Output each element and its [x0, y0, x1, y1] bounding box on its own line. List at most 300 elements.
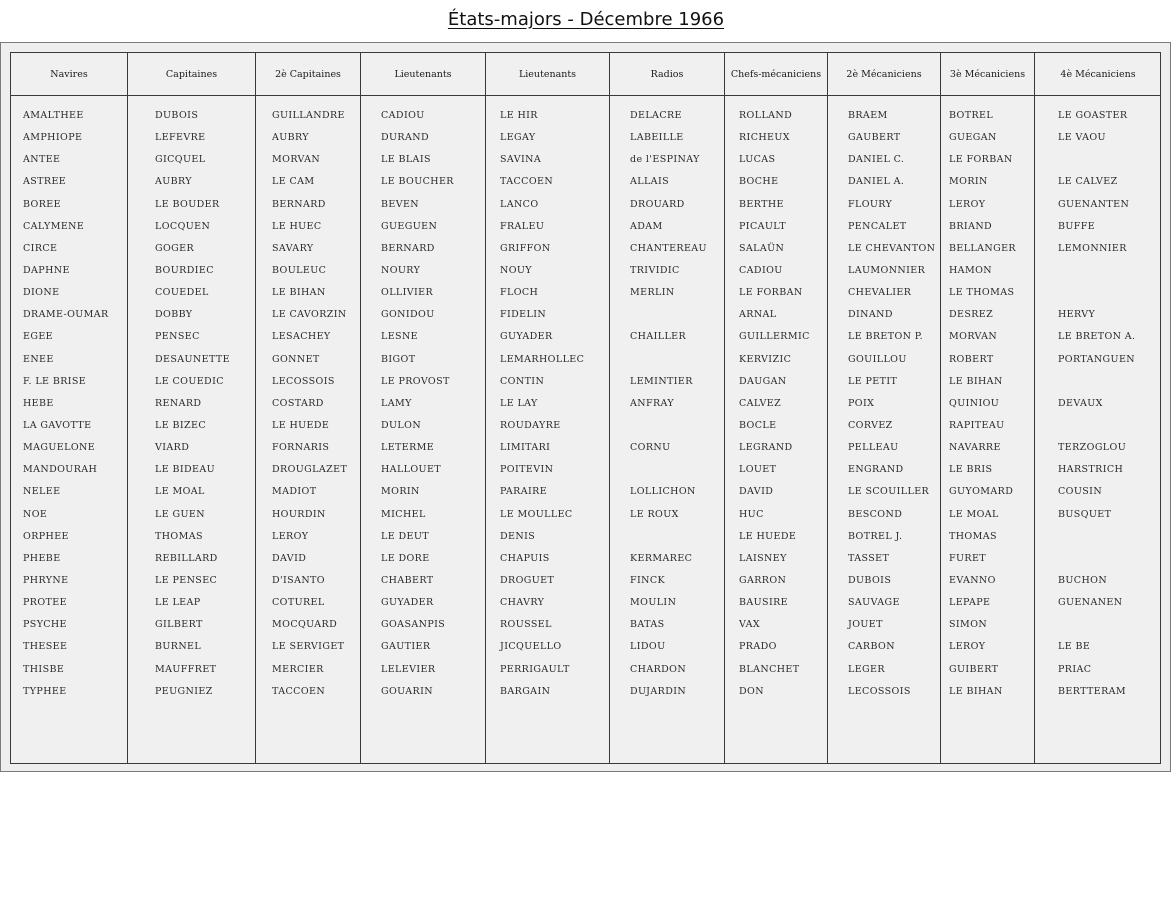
table-cell: PORTANGUEN: [1058, 353, 1135, 365]
table-cell: GUYOMARD: [949, 486, 1014, 498]
table-cell: LE COUEDIC: [155, 375, 224, 387]
table-cell: GOASANPIS: [381, 619, 446, 631]
table-cell: ROUDAYRE: [500, 419, 561, 431]
table-cell: GARRON: [739, 574, 787, 586]
table-cell: MAGUELONE: [23, 442, 96, 454]
table-cell: GILBERT: [155, 619, 203, 631]
table-cell: LETERME: [381, 442, 435, 454]
column-cells: [128, 96, 255, 703]
table-cell: LE BRETON P.: [848, 331, 924, 343]
table-cell: MAUFFRET: [155, 663, 217, 675]
table-cell: LE HUEC: [272, 220, 322, 232]
table-cell: BOULEUC: [272, 264, 327, 276]
table-cell: BLANCHET: [739, 663, 800, 675]
table-cell: LOUET: [739, 464, 777, 476]
table-cell: BURNEL: [155, 641, 202, 653]
table-cell: COUEDEL: [155, 287, 209, 299]
table-cell: GAUTIER: [381, 641, 431, 653]
table-cell: ROLLAND: [739, 110, 793, 121]
table-cell: CADIOU: [381, 110, 425, 121]
table-cell: LUCAS: [739, 154, 776, 166]
table-cell: LE CHEVANTON: [848, 242, 936, 254]
table-cell: BOURDIEC: [155, 264, 214, 276]
table-column-lieutenants-1: [361, 53, 486, 763]
table-cell: DAVID: [739, 486, 774, 498]
table-cell: COTUREL: [272, 597, 325, 609]
table-cell: DESAUNETTE: [155, 353, 230, 365]
table-cell: NOE: [23, 508, 48, 520]
table-cell: FORNARIS: [272, 442, 330, 454]
table-cell: BRIAND: [949, 220, 993, 232]
table-cell: GUENANEN: [1058, 597, 1123, 609]
table-cell: THOMAS: [155, 530, 203, 542]
column-cells: [828, 96, 940, 703]
table-cell: LESACHEY: [272, 331, 331, 343]
table-cell: TERZOGLOU: [1058, 442, 1127, 454]
table-cell: ASTREE: [23, 176, 67, 188]
table-cell: AUBRY: [155, 176, 192, 188]
table-cell: DAPHNE: [23, 264, 70, 276]
table-cell: DULON: [381, 419, 422, 431]
table-column-2e-capitaines: [256, 53, 361, 763]
table-cell: CORVEZ: [848, 419, 893, 431]
column-cells: [256, 96, 360, 703]
table-cell: SAUVAGE: [848, 597, 900, 609]
table-cell: SAVARY: [272, 242, 314, 254]
table-cell: CHANTEREAU: [630, 242, 707, 254]
table-cell: BOCHE: [739, 176, 779, 188]
table-cell: COSTARD: [272, 397, 324, 409]
table-cell: LEFEVRE: [155, 132, 206, 144]
table-cell: RICHEUX: [739, 132, 790, 144]
table-cell: KERMAREC: [630, 552, 693, 564]
table-cell: MOCQUARD: [272, 619, 338, 631]
table-column-3e-mecaniciens: [941, 53, 1035, 763]
table-cell: BERTHE: [739, 198, 784, 210]
column-header: 2è Mécaniciens: [828, 53, 940, 96]
table-cell: JOUET: [848, 619, 883, 631]
table-cell: [1035, 614, 1161, 636]
table-cell: LE BIDEAU: [155, 464, 216, 476]
table-cell: BOREE: [23, 198, 61, 210]
table-cell: LE CALVEZ: [1058, 176, 1118, 188]
table-cell: LEPAPE: [949, 597, 991, 609]
table-cell: LE ROUX: [630, 508, 679, 520]
table-cell: LE BIHAN: [949, 685, 1003, 697]
table-cell: CIRCE: [23, 242, 58, 254]
table-cell: LE PROVOST: [381, 375, 450, 387]
table-cell: LIMITARI: [500, 442, 551, 454]
table-cell: VIARD: [155, 442, 190, 454]
table-cell: LEGRAND: [739, 442, 793, 454]
table-cell: LE SERVIGET: [272, 641, 345, 653]
table-cell: HEBE: [23, 397, 54, 409]
table-cell: THISBE: [23, 663, 65, 675]
scanned-table-image: [0, 42, 1171, 772]
column-cells: [11, 96, 127, 703]
table-cell: LE HUEDE: [739, 530, 797, 542]
table-cell: LE BRIS: [949, 464, 993, 476]
table-cell: MORVAN: [272, 154, 321, 166]
table-cell: DRAME-OUMAR: [23, 309, 109, 321]
column-header: Radios: [610, 53, 724, 96]
table-cell: DEVAUX: [1058, 397, 1103, 409]
table-cell: [610, 304, 724, 326]
table-cell: LE DORE: [381, 552, 430, 564]
table-cell: ALLAIS: [630, 176, 669, 188]
table-cell: LEMINTIER: [630, 375, 693, 387]
table-cell: DOBBY: [155, 309, 193, 321]
table-cell: GAUBERT: [848, 132, 901, 144]
table-cell: LELEVIER: [381, 663, 436, 675]
table-cell: ANTEE: [23, 154, 61, 166]
table-cell: LECOSSOIS: [272, 375, 335, 387]
table-cell: LE BRETON A.: [1058, 331, 1136, 343]
table-cell: [610, 526, 724, 548]
table-cell: AMALTHEE: [23, 110, 84, 121]
table-cell: LE BLAIS: [381, 154, 431, 166]
table-cell: BUCHON: [1058, 574, 1108, 586]
table-cell: MANDOURAH: [23, 464, 98, 476]
table-cell: SIMON: [949, 619, 988, 631]
table-cell: DIONE: [23, 287, 60, 299]
table-column-radios: [610, 53, 725, 763]
table-cell: HAMON: [949, 264, 992, 276]
table-cell: CHARDON: [630, 663, 687, 675]
table-cell: GUENANTEN: [1058, 198, 1130, 210]
table-cell: LEMONNIER: [1058, 242, 1127, 254]
table-cell: GUEGAN: [949, 132, 997, 144]
table-cell: DROGUET: [500, 574, 555, 586]
table-cell: BRAEM: [848, 110, 888, 121]
table-cell: LAUMONNIER: [848, 264, 926, 276]
table-cell: LE BE: [1058, 641, 1091, 653]
table-cell: TYPHEE: [23, 685, 67, 697]
table-cell: EVANNO: [949, 574, 996, 586]
table-column-capitaines: [128, 53, 256, 763]
table-cell: PHRYNE: [23, 574, 69, 586]
table-cell: PEUGNIEZ: [155, 685, 213, 697]
table-cell: LECOSSOIS: [848, 685, 911, 697]
table-cell: LE GOASTER: [1058, 110, 1128, 121]
table-cell: MOULIN: [630, 597, 677, 609]
table-cell: CHEVALIER: [848, 287, 912, 299]
table-cell: BIGOT: [381, 353, 416, 365]
table-cell: MERCIER: [272, 663, 324, 675]
table-cell: LE LAY: [500, 397, 538, 409]
table-cell: GICQUEL: [155, 154, 206, 166]
table-cell: TACCOEN: [500, 176, 554, 188]
table-cell: MICHEL: [381, 508, 426, 520]
table-cell: ORPHEE: [23, 530, 69, 542]
table-cell: DON: [739, 685, 764, 697]
table-cell: DELACRE: [630, 110, 682, 121]
table-cell: D'ISANTO: [272, 574, 325, 586]
column-header: Navires: [11, 53, 127, 96]
table-cell: DROUGLAZET: [272, 464, 348, 476]
table-cell: PRIAC: [1058, 663, 1092, 675]
table-cell: LESNE: [381, 331, 418, 343]
table-cell: PENCALET: [848, 220, 907, 232]
table-cell: LE HUEDE: [272, 419, 330, 431]
table-cell: PHEBE: [23, 552, 61, 564]
table-cell: LE BOUCHER: [381, 176, 454, 188]
table-cell: F. LE BRISE: [23, 375, 87, 387]
table-cell: ANFRAY: [630, 397, 675, 409]
table-cell: HALLOUET: [381, 464, 442, 476]
table-cell: COUSIN: [1058, 486, 1103, 498]
table-cell: CONTIN: [500, 375, 545, 387]
column-cells: [1035, 96, 1161, 703]
table-cell: BUFFE: [1058, 220, 1096, 232]
table-cell: SAVINA: [500, 154, 542, 166]
table-cell: [1035, 282, 1161, 304]
table-cell: ROUSSEL: [500, 619, 552, 631]
table-cell: PELLEAU: [848, 442, 899, 454]
table-cell: [610, 349, 724, 371]
table-cell: CALVEZ: [739, 397, 782, 409]
table-cell: PRADO: [739, 641, 777, 653]
table-column-navires: [11, 53, 128, 763]
table-cell: LE SCOUILLER: [848, 486, 930, 498]
table-cell: DENIS: [500, 530, 536, 542]
table-cell: LEROY: [949, 641, 986, 653]
table-cell: EGEE: [23, 331, 53, 343]
table-cell: ARNAL: [739, 309, 777, 321]
table-cell: LE MOAL: [949, 508, 999, 520]
table-cell: FURET: [949, 552, 987, 564]
table-cell: LE FORBAN: [739, 287, 803, 299]
table-cell: [1035, 548, 1161, 570]
table-column-chefs-mecaniciens: [725, 53, 828, 763]
table-cell: KERVIZIC: [739, 353, 792, 365]
table-cell: BELLANGER: [949, 242, 1016, 254]
table-cell: GOUILLOU: [848, 353, 907, 365]
table-cell: GUILLANDRE: [272, 110, 345, 121]
table-cell: GUILLERMIC: [739, 331, 810, 343]
table-cell: POIX: [848, 397, 875, 409]
table-cell: LABEILLE: [630, 132, 684, 144]
table-cell: NOUY: [500, 264, 532, 276]
table-cell: GUIBERT: [949, 663, 999, 675]
table-cell: FLOURY: [848, 198, 893, 210]
table-cell: RAPITEAU: [949, 419, 1005, 431]
table-cell: GUYADER: [500, 331, 553, 343]
table-cell: LE MOAL: [155, 486, 205, 498]
table-cell: BOTREL: [949, 110, 994, 121]
table-cell: DUJARDIN: [630, 685, 687, 697]
table-cell: GUEGUEN: [381, 220, 438, 232]
crew-table: [10, 52, 1161, 764]
table-cell: AMPHIOPE: [23, 132, 83, 144]
table-cell: LE THOMAS: [949, 287, 1015, 299]
table-cell: OLLIVIER: [381, 287, 434, 299]
table-cell: LEROY: [949, 198, 986, 210]
table-cell: MERLIN: [630, 287, 675, 299]
column-cells: [610, 96, 724, 703]
table-cell: HERVY: [1058, 309, 1096, 321]
table-cell: BESCOND: [848, 508, 903, 520]
table-cell: LEROY: [272, 530, 309, 542]
table-cell: THOMAS: [949, 530, 997, 542]
table-column-4e-mecaniciens: [1035, 53, 1161, 763]
table-cell: LOLLICHON: [630, 486, 696, 498]
table-cell: DINAND: [848, 309, 893, 321]
table-cell: CHAILLER: [630, 331, 687, 343]
table-cell: LE HIR: [500, 110, 538, 121]
table-cell: CADIOU: [739, 264, 783, 276]
table-column-2e-mecaniciens: [828, 53, 941, 763]
table-cell: DAUGAN: [739, 375, 787, 387]
table-cell: LE CAVORZIN: [272, 309, 347, 321]
table-cell: CHABERT: [381, 574, 434, 586]
table-cell: BOCLE: [739, 419, 777, 431]
table-cell: BUSQUET: [1058, 508, 1112, 520]
table-cell: [1035, 260, 1161, 282]
page-title: États-majors - Décembre 1966: [447, 9, 725, 30]
table-column-lieutenants-2: [486, 53, 610, 763]
table-cell: LE PETIT: [848, 375, 898, 387]
table-cell: CORNU: [630, 442, 671, 454]
table-cell: DUBOIS: [848, 574, 892, 586]
table-cell: AUBRY: [272, 132, 309, 144]
table-cell: LE GUEN: [155, 508, 205, 520]
table-cell: RENARD: [155, 397, 202, 409]
table-cell: FIDELIN: [500, 309, 547, 321]
table-cell: VAX: [739, 619, 761, 631]
table-cell: BEVEN: [381, 198, 420, 210]
table-cell: LE LEAP: [155, 597, 201, 609]
table-cell: DROUARD: [630, 198, 685, 210]
table-cell: BAUSIRE: [739, 597, 788, 609]
table-cell: LE BOUDER: [155, 198, 220, 210]
table-cell: TASSET: [848, 552, 890, 564]
table-cell: LE FORBAN: [949, 154, 1013, 166]
table-cell: JICQUELLO: [500, 641, 562, 653]
table-cell: TACCOEN: [272, 685, 326, 697]
table-cell: LOCQUEN: [155, 220, 211, 232]
table-cell: FLOCH: [500, 287, 539, 299]
table-cell: CHAPUIS: [500, 552, 550, 564]
column-header: 2è Capitaines: [256, 53, 360, 96]
table-cell: HOURDIN: [272, 508, 326, 520]
column-header: Lieutenants: [486, 53, 609, 96]
table-cell: BATAS: [630, 619, 665, 631]
table-cell: LANCO: [500, 198, 539, 210]
table-cell: LE PENSEC: [155, 574, 218, 586]
table-cell: LE BIZEC: [155, 419, 207, 431]
table-cell: QUINIOU: [949, 397, 1000, 409]
table-cell: POITEVIN: [500, 464, 554, 476]
table-cell: BERNARD: [381, 242, 435, 254]
table-cell: NOURY: [381, 264, 421, 276]
table-cell: LAISNEY: [739, 552, 787, 564]
table-cell: LE BIHAN: [272, 287, 326, 299]
table-cell: LIDOU: [630, 641, 666, 653]
table-cell: LAMY: [381, 397, 412, 409]
table-cell: PERRIGAULT: [500, 663, 570, 675]
table-cell: GOGER: [155, 242, 195, 254]
table-cell: [1035, 415, 1161, 437]
table-cell: PENSEC: [155, 331, 200, 343]
table-cell: DURAND: [381, 132, 429, 144]
table-cell: de l'ESPINAY: [630, 154, 700, 166]
table-cell: BERTTERAM: [1058, 685, 1127, 697]
table-cell: ADAM: [630, 220, 663, 232]
table-cell: LE CAM: [272, 176, 315, 188]
table-cell: [610, 459, 724, 481]
column-header: 4è Mécaniciens: [1035, 53, 1161, 96]
table-cell: DANIEL A.: [848, 176, 905, 188]
column-header: Lieutenants: [361, 53, 485, 96]
table-cell: PICAULT: [739, 220, 786, 232]
table-cell: [1035, 371, 1161, 393]
table-cell: [610, 415, 724, 437]
table-cell: HARSTRICH: [1058, 464, 1124, 476]
table-cell: ENGRAND: [848, 464, 904, 476]
table-cell: MORIN: [949, 176, 988, 188]
table-cell: DUBOIS: [155, 110, 199, 121]
table-cell: LE BIHAN: [949, 375, 1003, 387]
table-cell: THESEE: [23, 641, 68, 653]
table-cell: REBILLARD: [155, 552, 218, 564]
table-cell: SALAÜN: [739, 242, 785, 254]
table-cell: LEMARHOLLEC: [500, 353, 585, 365]
table-cell: PSYCHE: [23, 619, 67, 631]
column-header: Chefs-mécaniciens: [725, 53, 827, 96]
table-cell: [1035, 526, 1161, 548]
table-cell: DAVID: [272, 552, 307, 564]
table-cell: NAVARRE: [949, 442, 1001, 454]
table-cell: BOTREL J.: [848, 530, 903, 542]
table-cell: ROBERT: [949, 353, 994, 365]
table-cell: GUYADER: [381, 597, 434, 609]
table-cell: BERNARD: [272, 198, 326, 210]
table-cell: LA GAVOTTE: [23, 419, 92, 431]
table-cell: LEGAY: [500, 132, 536, 144]
table-cell: FRALEU: [500, 220, 545, 232]
table-cell: PARAIRE: [500, 486, 548, 498]
table-cell: NELEE: [23, 486, 61, 498]
column-header: Capitaines: [128, 53, 255, 96]
table-cell: GRIFFON: [500, 242, 551, 254]
column-cells: [941, 96, 1034, 703]
column-cells: [486, 96, 609, 703]
column-header: 3è Mécaniciens: [941, 53, 1034, 96]
table-cell: [1035, 149, 1161, 171]
table-cell: ENEE: [23, 353, 54, 365]
table-cell: HUC: [739, 508, 764, 520]
table-cell: MORIN: [381, 486, 420, 498]
column-cells: [725, 96, 827, 703]
table-cell: CHAVRY: [500, 597, 545, 609]
table-cell: LE DEUT: [381, 530, 429, 542]
table-cell: MORVAN: [949, 331, 998, 343]
table-cell: LE MOULLEC: [500, 508, 573, 520]
table-cell: FINCK: [630, 574, 666, 586]
table-cell: DANIEL C.: [848, 154, 905, 166]
table-cell: LE VAOU: [1058, 132, 1106, 144]
table-cell: LEGER: [848, 663, 885, 675]
table-cell: CALYMENE: [23, 220, 85, 232]
table-cell: CARBON: [848, 641, 895, 653]
table-cell: GOUARIN: [381, 685, 433, 697]
table-cell: MADIOT: [272, 486, 317, 498]
table-cell: GONNET: [272, 353, 320, 365]
table-cell: BARGAIN: [500, 685, 551, 697]
table-cell: GONIDOU: [381, 309, 435, 321]
table-cell: PROTEE: [23, 597, 67, 609]
